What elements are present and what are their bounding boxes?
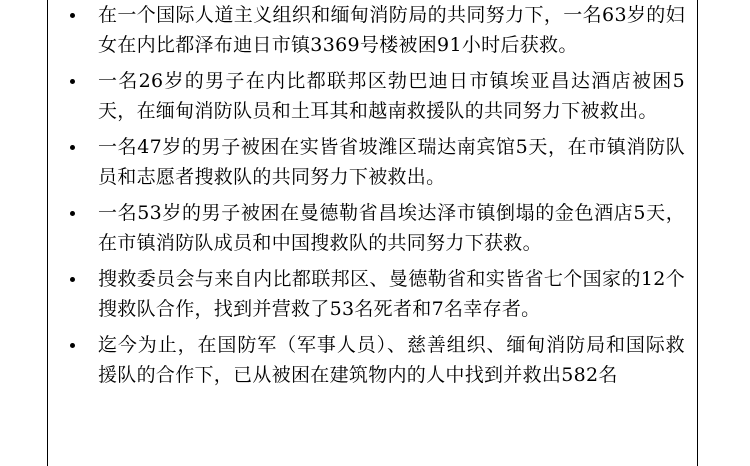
list-item — [48, 264, 697, 324]
page-frame — [47, 0, 698, 466]
list-item-text: 迄今为止，在国防军（军事人员）、慈善组织、缅甸消防局和国际救援队的合作下，已从被困在建筑物内的人中找到并救出582名 — [98, 334, 685, 386]
list-item-text: 在一个国际人道主义组织和缅甸消防局的共同努力下，一名63岁的妇女在内比都泽布迪日市镇3369号楼被困91小时后获救。 — [98, 4, 685, 56]
list-item-text: 一名26岁的男子在内比都联邦区勃巴迪日市镇埃亚昌达酒店被困5天，在缅甸消防队员和土耳其和越南救援队的共同努力下被救出。 — [98, 70, 685, 122]
bullet-icon — [70, 343, 75, 348]
bullet-icon — [70, 211, 75, 216]
bullet-icon — [70, 79, 75, 84]
list-item — [48, 66, 697, 126]
list-item — [48, 330, 697, 390]
bullet-list — [48, 0, 697, 396]
bullet-icon — [70, 13, 75, 18]
bullet-icon — [70, 277, 75, 282]
list-item — [48, 198, 697, 258]
list-item — [48, 132, 697, 192]
list-item-text: 搜救委员会与来自内比都联邦区、曼德勒省和实皆省七个国家的12个搜救队合作，找到并营救了53名死者和7名幸存者。 — [98, 268, 685, 320]
list-item — [48, 0, 697, 60]
list-item-text: 一名47岁的男子被困在实皆省坡潍区瑞达南宾馆5天，在市镇消防队员和志愿者搜救队的共同努力下被救出。 — [98, 136, 685, 188]
bullet-icon — [70, 145, 75, 150]
list-item-text: 一名53岁的男子被困在曼德勒省昌埃达泽市镇倒塌的金色酒店5天，在市镇消防队成员和中国搜救队的共同努力下获救。 — [98, 202, 685, 254]
